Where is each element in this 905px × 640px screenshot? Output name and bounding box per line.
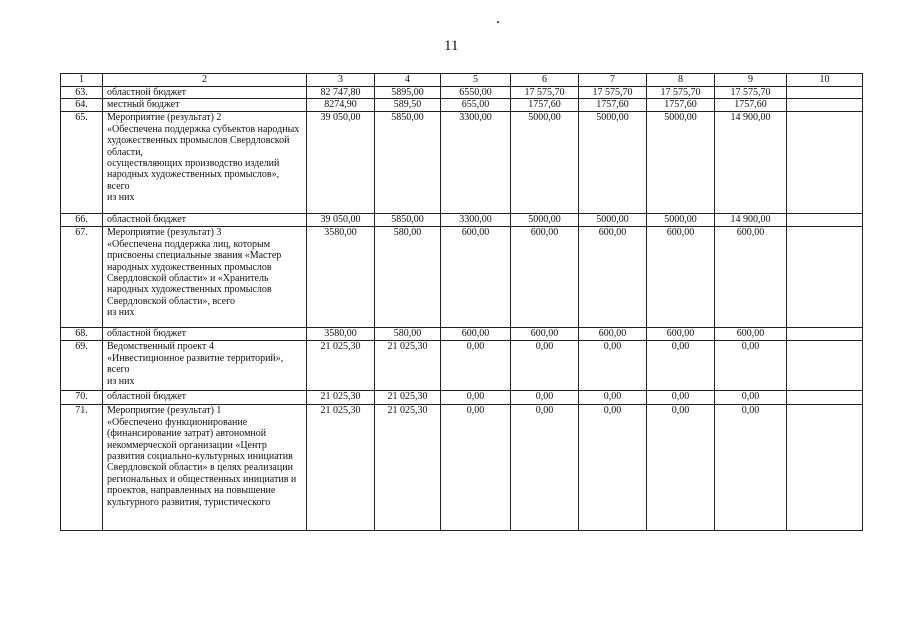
value-cell [787, 328, 863, 341]
page-number: 11 [444, 38, 459, 54]
value-cell: 5000,00 [511, 112, 579, 214]
value-cell: 8274,90 [307, 99, 375, 112]
row-number: 65. [61, 112, 103, 214]
value-cell: 600,00 [579, 328, 647, 341]
value-cell: 589,50 [375, 99, 441, 112]
value-cell: 5000,00 [579, 112, 647, 214]
table-row [61, 214, 863, 227]
value-cell: 580,00 [375, 227, 441, 328]
value-cell: 0,00 [511, 391, 579, 405]
value-cell: 14 900,00 [715, 112, 787, 214]
value-cell: 600,00 [579, 227, 647, 328]
value-cell: 0,00 [647, 341, 715, 391]
budget-table [60, 73, 863, 531]
table-row [61, 341, 863, 391]
row-description: Мероприятие (результат) 1 «Обеспечено функционирование (финансирование затрат) автономной некоммерческой организации «Центр развития социально-культурных инициатив Свердловской области» в целях реализации региональных и общественных инициатив и проектов, направленных на повышение культурного развития, туристического [103, 405, 307, 531]
value-cell: 5000,00 [647, 112, 715, 214]
value-cell: 0,00 [441, 405, 511, 531]
row-description: областной бюджет [103, 391, 307, 405]
value-cell: 17 575,70 [715, 87, 787, 99]
value-cell: 17 575,70 [579, 87, 647, 99]
value-cell: 0,00 [647, 391, 715, 405]
value-cell: 14 900,00 [715, 214, 787, 227]
value-cell: 39 050,00 [307, 214, 375, 227]
value-cell [787, 214, 863, 227]
value-cell [787, 341, 863, 391]
value-cell: 5000,00 [579, 214, 647, 227]
value-cell: 600,00 [441, 227, 511, 328]
value-cell: 5850,00 [375, 214, 441, 227]
row-description: областной бюджет [103, 214, 307, 227]
header-cell: 7 [579, 74, 647, 87]
value-cell: 600,00 [715, 227, 787, 328]
value-cell: 0,00 [579, 391, 647, 405]
header-cell: 8 [647, 74, 715, 87]
row-description: местный бюджет [103, 99, 307, 112]
value-cell: 0,00 [579, 405, 647, 531]
value-cell: 0,00 [715, 341, 787, 391]
row-number: 64. [61, 99, 103, 112]
value-cell: 1757,60 [579, 99, 647, 112]
value-cell: 600,00 [511, 227, 579, 328]
value-cell: 82 747,80 [307, 87, 375, 99]
value-cell: 3580,00 [307, 328, 375, 341]
row-number: 66. [61, 214, 103, 227]
header-cell: 2 [103, 74, 307, 87]
value-cell: 5000,00 [511, 214, 579, 227]
value-cell: 0,00 [715, 391, 787, 405]
value-cell [787, 391, 863, 405]
value-cell: 600,00 [647, 328, 715, 341]
value-cell: 0,00 [647, 405, 715, 531]
row-description: Ведомственный проект 4 «Инвестиционное развитие территорий», всего из них [103, 341, 307, 391]
value-cell: 21 025,30 [307, 391, 375, 405]
value-cell: 0,00 [441, 341, 511, 391]
value-cell: 600,00 [511, 328, 579, 341]
header-cell: 1 [61, 74, 103, 87]
table-row [61, 227, 863, 328]
header-row [61, 74, 863, 87]
row-description: Мероприятие (результат) 3 «Обеспечена поддержка лиц, которым присвоены специальные звания «Мастер народных художественных промыслов Свердловской области» и «Хранитель народных художественных промыслов Свердловской области», всего из них [103, 227, 307, 328]
row-number: 63. [61, 87, 103, 99]
value-cell [787, 227, 863, 328]
scan-speck [497, 21, 499, 23]
value-cell: 3580,00 [307, 227, 375, 328]
value-cell: 0,00 [511, 341, 579, 391]
value-cell [787, 112, 863, 214]
header-cell: 10 [787, 74, 863, 87]
row-description: областной бюджет [103, 328, 307, 341]
value-cell: 0,00 [511, 405, 579, 531]
value-cell: 3300,00 [441, 112, 511, 214]
row-number: 71. [61, 405, 103, 531]
table-row [61, 99, 863, 112]
value-cell: 600,00 [647, 227, 715, 328]
header-cell: 9 [715, 74, 787, 87]
value-cell: 3300,00 [441, 214, 511, 227]
value-cell: 600,00 [441, 328, 511, 341]
value-cell: 21 025,30 [375, 341, 441, 391]
value-cell: 5895,00 [375, 87, 441, 99]
value-cell: 21 025,30 [375, 405, 441, 531]
value-cell: 580,00 [375, 328, 441, 341]
value-cell: 655,00 [441, 99, 511, 112]
table-row [61, 405, 863, 531]
row-description: областной бюджет [103, 87, 307, 99]
value-cell: 1757,60 [647, 99, 715, 112]
value-cell: 0,00 [579, 341, 647, 391]
header-cell: 3 [307, 74, 375, 87]
value-cell [787, 99, 863, 112]
value-cell: 21 025,30 [307, 405, 375, 531]
row-number: 68. [61, 328, 103, 341]
table-row [61, 112, 863, 214]
value-cell: 600,00 [715, 328, 787, 341]
value-cell [787, 405, 863, 531]
value-cell: 39 050,00 [307, 112, 375, 214]
row-number: 69. [61, 341, 103, 391]
header-cell: 4 [375, 74, 441, 87]
value-cell: 5000,00 [647, 214, 715, 227]
value-cell: 5850,00 [375, 112, 441, 214]
value-cell: 0,00 [715, 405, 787, 531]
value-cell: 17 575,70 [511, 87, 579, 99]
value-cell [787, 87, 863, 99]
table-row [61, 87, 863, 99]
header-cell: 5 [441, 74, 511, 87]
row-number: 70. [61, 391, 103, 405]
value-cell: 1757,60 [715, 99, 787, 112]
table-row [61, 328, 863, 341]
row-number: 67. [61, 227, 103, 328]
table-row [61, 391, 863, 405]
value-cell: 0,00 [441, 391, 511, 405]
value-cell: 17 575,70 [647, 87, 715, 99]
value-cell: 21 025,30 [375, 391, 441, 405]
header-cell: 6 [511, 74, 579, 87]
value-cell: 6550,00 [441, 87, 511, 99]
value-cell: 1757,60 [511, 99, 579, 112]
value-cell: 21 025,30 [307, 341, 375, 391]
row-description: Мероприятие (результат) 2 «Обеспечена поддержка субъектов народных художественных промыслов Свердловской области, осуществляющих производство изделий народных художественных промыслов», всего из них [103, 112, 307, 214]
